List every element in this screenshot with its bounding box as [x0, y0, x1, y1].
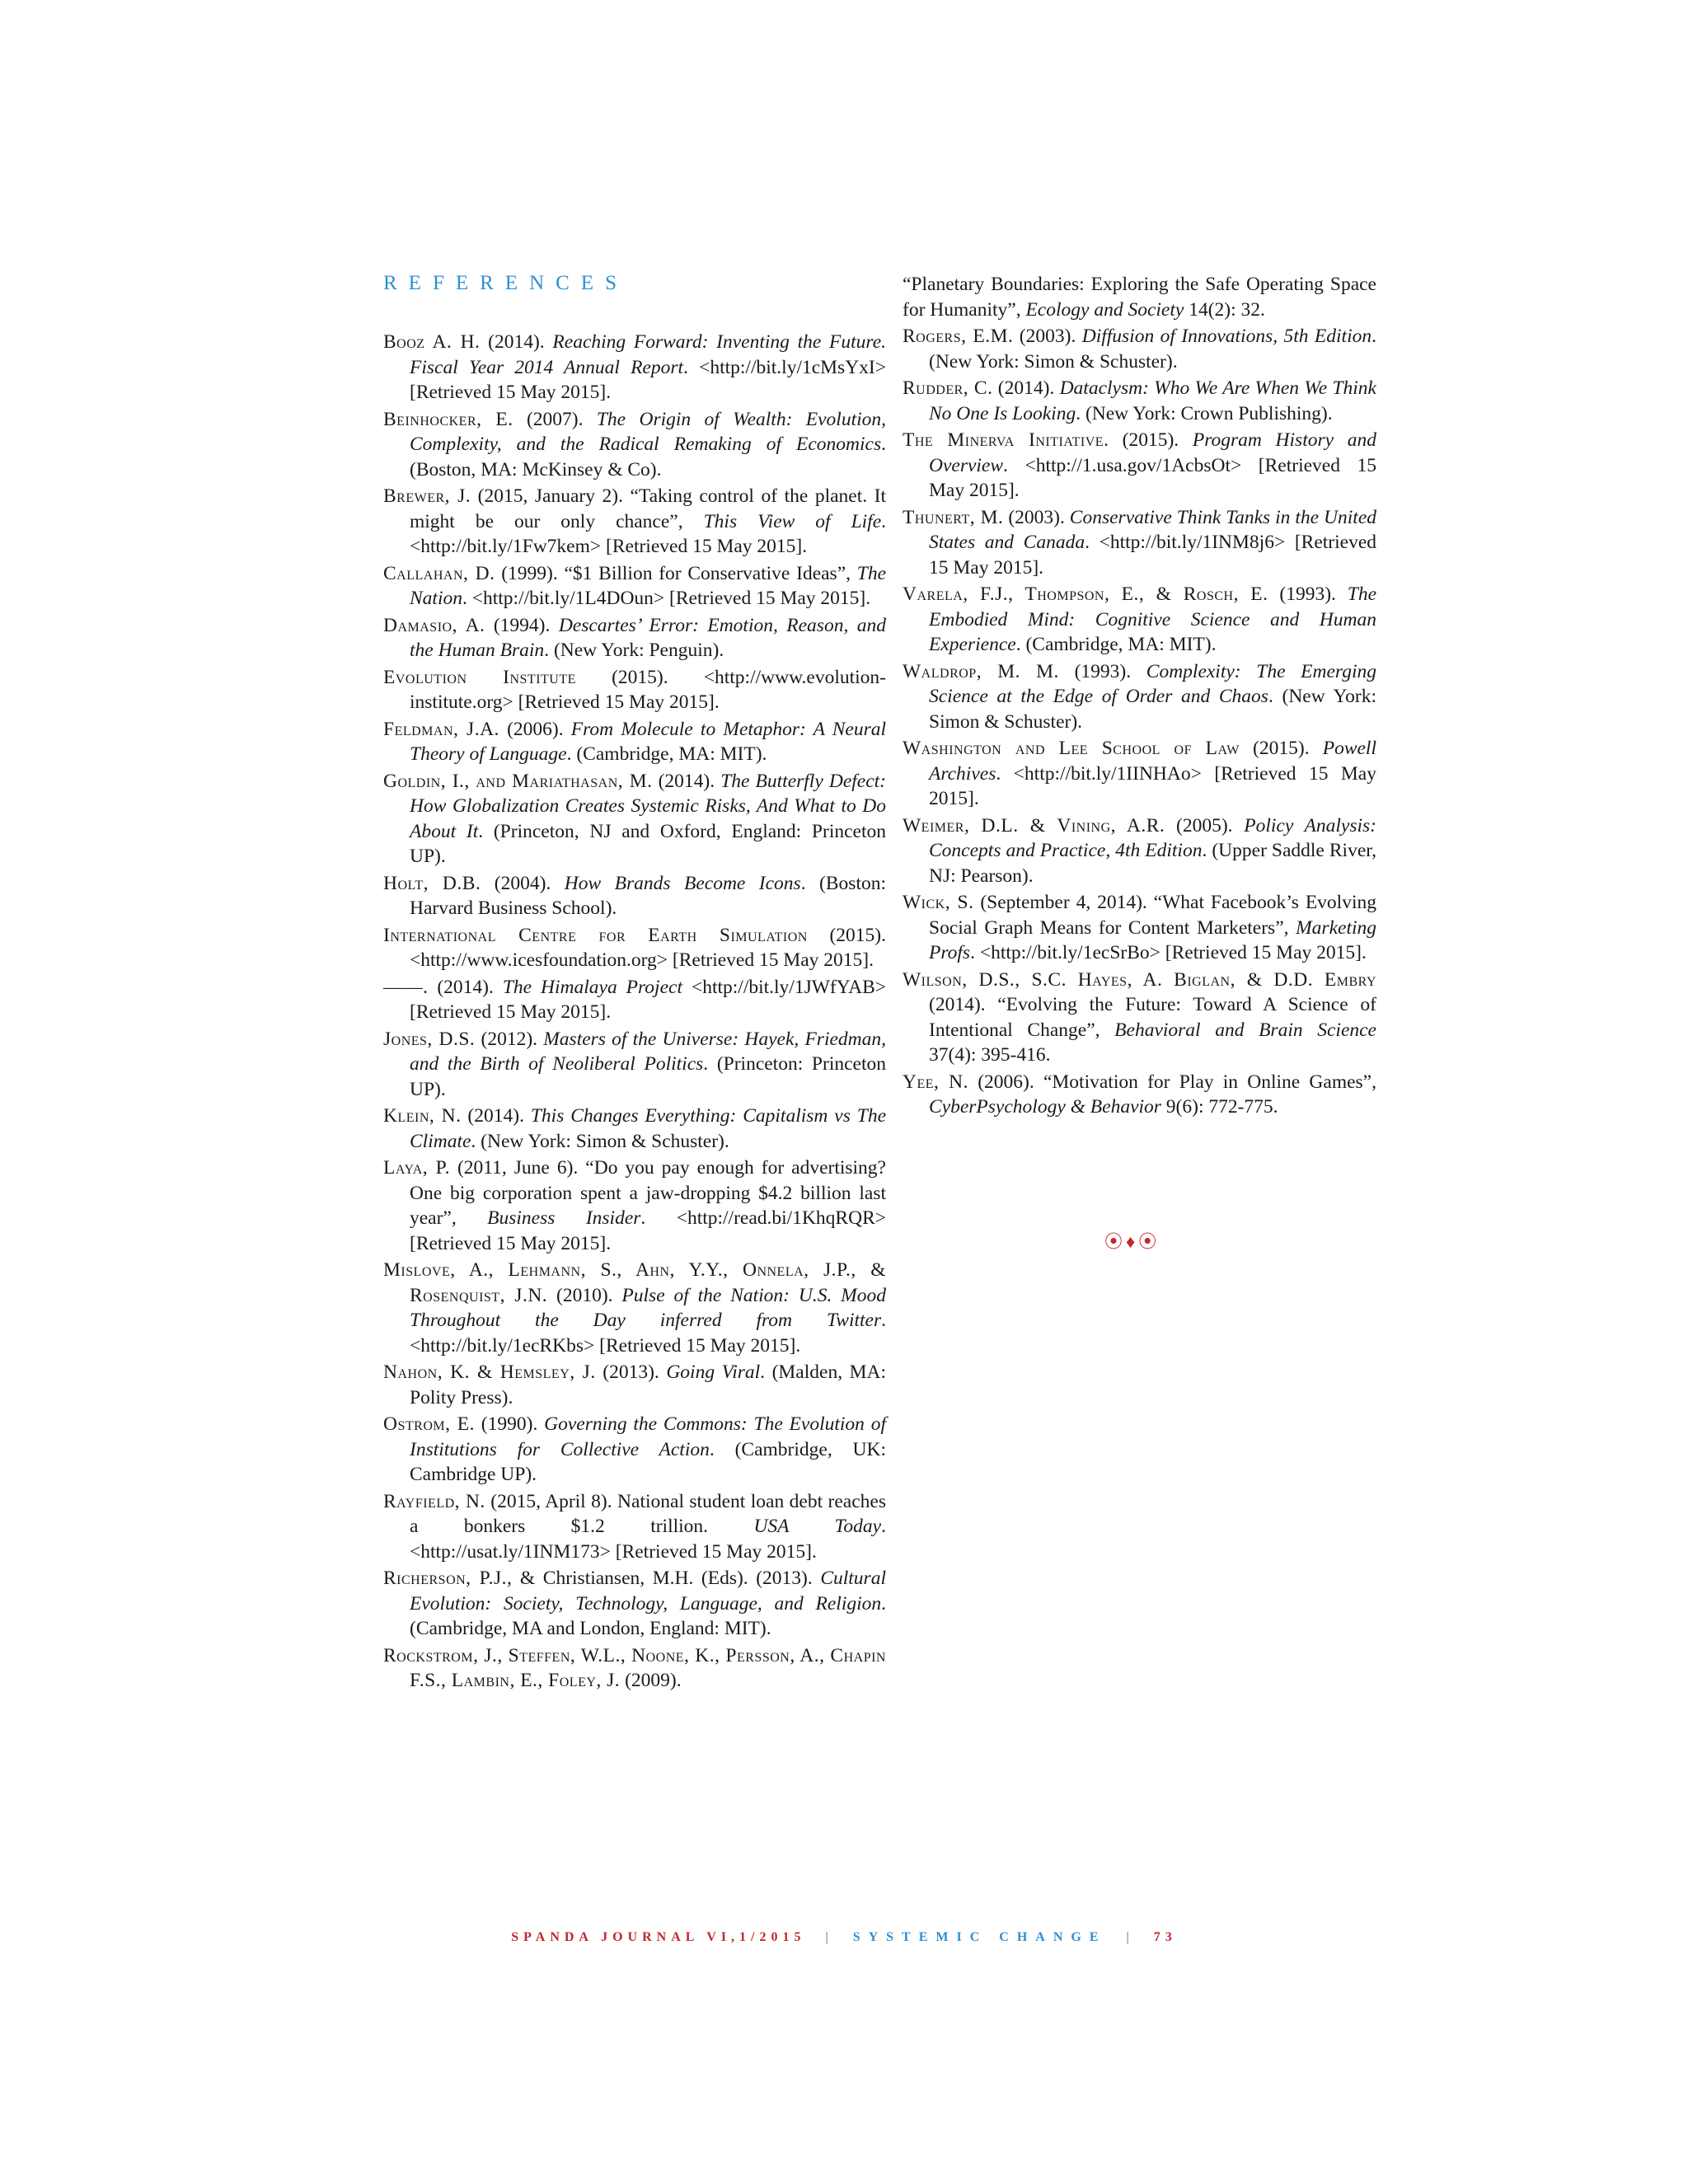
- reference-text: & Christiansen, M.H. (Eds). (2013).: [512, 1568, 821, 1589]
- reference-text: (2010).: [547, 1284, 622, 1306]
- reference-text: (2007).: [513, 408, 597, 430]
- reference-text: (2003).: [1013, 326, 1082, 347]
- reference-entry: [903, 890, 1376, 966]
- reference-entry: [903, 272, 1376, 322]
- reference-entry: [383, 613, 886, 663]
- reference-author: Goldin, I., and Mariathasan, M.: [383, 770, 653, 792]
- reference-author: Weimer, D.L. & Vining, A.R.: [903, 814, 1165, 837]
- reference-text: (1993).: [1058, 660, 1146, 682]
- section-end-ornament: ⦿♦⦿: [1104, 1231, 1160, 1252]
- reference-entry: [903, 505, 1376, 581]
- reference-entry: [383, 1412, 886, 1488]
- references-right-column: [903, 272, 1376, 1122]
- reference-text: . <http://bit.ly/1Fw7kem> [Retrieved 15 May 2015].: [410, 510, 887, 557]
- reference-text: . (Boston: Harvard Business School).: [410, 872, 887, 919]
- reference-author: Evolution Institute: [383, 666, 576, 688]
- reference-author: Thunert, M.: [903, 506, 1004, 528]
- reference-title: The Nation: [410, 562, 886, 609]
- reference-entry: [383, 1258, 886, 1358]
- reference-author: Booz A. H.: [383, 331, 481, 353]
- footer-issue-theme: SYSTEMIC CHANGE: [852, 1930, 1107, 1944]
- reference-title: Program History and Overview: [929, 429, 1376, 476]
- reference-text: (2006).: [499, 718, 571, 740]
- reference-text: . (New York: Simon & Schuster).: [471, 1130, 729, 1152]
- reference-entry: [903, 582, 1376, 658]
- reference-entry: [383, 330, 886, 405]
- reference-text: . <http://1.usa.gov/1AcbsOt> [Retrieved 15 May 2015].: [929, 454, 1376, 501]
- reference-author: Mislove, A., Lehmann, S., Ahn, Y.Y., Onnela, J.P., & Rosenquist, J.N.: [383, 1259, 886, 1306]
- reference-title: Diffusion of Innovations, 5th Edition: [1081, 326, 1372, 347]
- reference-text: (2003).: [1003, 506, 1070, 528]
- reference-entry: [383, 1027, 886, 1103]
- reference-entry: [383, 1104, 886, 1154]
- reference-entry: [383, 871, 886, 921]
- reference-text: . (New York: Simon & Schuster).: [929, 686, 1376, 733]
- reference-entry: [903, 659, 1376, 735]
- reference-author: Callahan, D.: [383, 562, 495, 584]
- reference-author: Ostrom, E.: [383, 1413, 475, 1435]
- reference-author: Richerson, P.J.,: [383, 1568, 513, 1589]
- reference-text: . <http://usat.ly/1INM173> [Retrieved 15 May 2015].: [410, 1516, 886, 1563]
- reference-author: Washington and Lee School of Law: [903, 738, 1240, 759]
- reference-title: Reaching Forward: Inventing the Future. Fiscal Year 2014 Annual Report: [410, 331, 887, 378]
- reference-title: Complexity: The Emerging Science at the Edge of Order and Chaos: [929, 660, 1376, 707]
- reference-text: . <http://bit.ly/1cMsYxI> [Retrieved 15 May 2015].: [410, 356, 886, 403]
- reference-entry: [903, 1070, 1376, 1120]
- reference-title: Cultural Evolution: Society, Technology, Language, and Religion: [410, 1568, 886, 1615]
- reference-text: (2013).: [595, 1361, 667, 1383]
- reference-author: Varela, F.J., Thompson, E., & Rosch, E.: [903, 583, 1268, 605]
- page-footer: [0, 1930, 1688, 1945]
- reference-title: This Changes Everything: Capitalism vs The Climate: [410, 1105, 887, 1152]
- reference-author: Beinhocker, E.: [383, 408, 513, 430]
- reference-text: (2014). “Evolving the Future: Toward A Science of Intentional Change”,: [929, 994, 1376, 1041]
- reference-text: (2015, January 2). “Taking control of the planet. It might be our only chance”,: [410, 485, 887, 532]
- reference-title: Business Insider: [487, 1207, 641, 1229]
- reference-text: “Planetary Boundaries: Exploring the Safe Operating Space for Humanity”,: [903, 274, 1376, 321]
- reference-author: Damasio, A.: [383, 614, 485, 636]
- reference-text: (2014).: [428, 976, 503, 998]
- reference-author: International Centre for Earth Simulation: [383, 924, 808, 946]
- reference-author: Rayfield, N.: [383, 1490, 485, 1512]
- reference-text: . (Cambridge, MA: MIT).: [566, 743, 767, 765]
- footer-separator: |: [1126, 1930, 1134, 1944]
- reference-text: (2006). “Motivation for Play in Online Games”,: [968, 1071, 1376, 1093]
- reference-text: . (2015).: [1104, 429, 1193, 451]
- reference-title: USA Today: [753, 1516, 882, 1537]
- reference-author: The Minerva Initiative: [903, 429, 1104, 451]
- reference-text: (2015). <http://www.evolution-institute.org> [Retrieved 15 May 2015].: [410, 666, 887, 713]
- reference-text: . (New York: Crown Publishing).: [1076, 402, 1333, 424]
- reference-text: . <http://bit.ly/1INM8j6> [Retrieved 15 May 2015].: [929, 532, 1376, 579]
- reference-entry: [383, 717, 886, 767]
- reference-entry: [903, 968, 1376, 1068]
- reference-title: CyberPsychology & Behavior: [929, 1096, 1161, 1118]
- reference-title: This View of Life: [703, 510, 882, 532]
- reference-author: Holt, D.B.: [383, 872, 481, 894]
- reference-title: Governing the Commons: The Evolution of Institutions for Collective Action: [410, 1413, 886, 1460]
- reference-title: The Embodied Mind: Cognitive Science and Human Experience: [929, 583, 1376, 655]
- reference-text: . (New York: Penguin).: [544, 640, 724, 661]
- reference-title: Ecology and Society: [1025, 298, 1184, 321]
- reference-title: Conservative Think Tanks in the United States and Canada: [929, 506, 1376, 553]
- footer-journal-title: SPANDA JOURNAL VI,1/2015: [511, 1930, 806, 1944]
- reference-text: . (Cambridge, MA and London, England: MIT).: [410, 1592, 886, 1639]
- reference-text: (2014).: [992, 377, 1060, 399]
- reference-text: . (Princeton: Princeton UP).: [410, 1053, 886, 1100]
- reference-entry: [383, 1360, 886, 1410]
- reference-title: Marketing Profs: [929, 916, 1376, 963]
- reference-text: . (Malden, MA: Polity Press).: [410, 1361, 886, 1408]
- reference-text: (2011, June 6). “Do you pay enough for advertising? One big corporation spent a jaw-dropping $4.2 billion last year”,: [410, 1157, 886, 1229]
- reference-title: Policy Analysis: Concepts and Practice, 4th Edition: [929, 814, 1376, 861]
- reference-text: (2015).: [1239, 738, 1323, 759]
- reference-text: (2005).: [1165, 814, 1245, 837]
- reference-entry: [383, 665, 886, 715]
- reference-text: (1994).: [485, 614, 559, 636]
- reference-title: Behavioral and Brain Science: [1114, 1019, 1376, 1041]
- reference-text: 14(2): 32.: [1184, 298, 1265, 321]
- reference-entry: [903, 428, 1376, 504]
- reference-text: . <http://bit.ly/1ecSrBo> [Retrieved 15 May 2015].: [970, 942, 1367, 963]
- reference-text: (1990).: [475, 1413, 545, 1435]
- reference-title: Descartes’ Error: Emotion, Reason, and the Human Brain: [410, 614, 886, 661]
- reference-text: (2015, April 8). National student loan debt reaches a bonkers $1.2 trillion.: [410, 1490, 886, 1537]
- references-heading: REFERENCES: [383, 272, 628, 294]
- reference-author: Waldrop, M. M.: [903, 660, 1059, 682]
- reference-entry: [383, 407, 886, 483]
- reference-entry: [383, 561, 886, 612]
- reference-text: (September 4, 2014). “What Facebook’s Evolving Social Graph Means for Content Marketers”,: [929, 892, 1376, 939]
- footer-separator: |: [825, 1930, 833, 1944]
- reference-text: 37(4): 395-416.: [929, 1044, 1051, 1066]
- reference-title: How Brands Become Icons: [564, 872, 801, 894]
- reference-author: Brewer, J.: [383, 485, 471, 507]
- reference-text: (2015). <http://www.icesfoundation.org> [Retrieved 15 May 2015].: [410, 924, 887, 971]
- reference-text: 9(6): 772-775.: [1160, 1096, 1278, 1118]
- reference-author: Wilson, D.S., S.C. Hayes, A. Biglan, & D.D. Embry: [903, 968, 1376, 991]
- reference-author: Rudder, C.: [903, 377, 993, 399]
- reference-author: Klein, N.: [383, 1105, 462, 1127]
- reference-author: Rogers, E.M.: [903, 326, 1014, 347]
- reference-entry: [383, 769, 886, 869]
- reference-title: Going Viral: [666, 1361, 761, 1383]
- footer-page-number: 73: [1153, 1930, 1177, 1944]
- reference-title: Masters of the Universe: Hayek, Friedman, and the Birth of Neoliberal Politics: [410, 1028, 887, 1075]
- reference-entry: [383, 975, 886, 1025]
- reference-text: . (Boston, MA: McKinsey & Co).: [410, 434, 886, 480]
- reference-author: Rockstrom, J., Steffen, W.L., Noone, K., Persson, A., Chapin F.S., Lambin, E., Foley, J.: [383, 1644, 886, 1691]
- reference-author: Laya, P.: [383, 1157, 450, 1179]
- reference-text: (2012).: [475, 1028, 544, 1050]
- reference-title: Dataclysm: Who We Are When We Think No One Is Looking: [929, 377, 1376, 424]
- reference-text: . (New York: Simon & Schuster).: [929, 326, 1376, 373]
- reference-title: The Origin of Wealth: Evolution, Complexity, and the Radical Remaking of Economics: [410, 408, 887, 455]
- reference-text: <http://bit.ly/1JWfYAB> [Retrieved 15 May 2015].: [410, 976, 886, 1023]
- reference-entry: [903, 813, 1376, 889]
- reference-author: Feldman, J.A.: [383, 718, 499, 740]
- reference-text: . (Cambridge, MA: MIT).: [1015, 634, 1217, 655]
- reference-text: . <http://bit.ly/1IINHAo> [Retrieved 15 May 2015].: [929, 762, 1376, 809]
- reference-text: . <http://bit.ly/1ecRKbs> [Retrieved 15 May 2015].: [410, 1310, 886, 1357]
- reference-entry: [383, 923, 886, 973]
- reference-title: Powell Archives: [929, 738, 1376, 785]
- reference-text: . (Princeton, NJ and Oxford, England: Princeton UP).: [410, 820, 886, 867]
- reference-text: (2004).: [481, 872, 565, 894]
- reference-author: Nahon, K. & Hemsley, J.: [383, 1361, 596, 1383]
- reference-entry: [383, 1566, 886, 1642]
- reference-entry: [903, 736, 1376, 812]
- reference-title: From Molecule to Metaphor: A Neural Theory of Language: [410, 718, 886, 765]
- reference-text: (1999). “$1 Billion for Conservative Ideas”,: [495, 562, 857, 584]
- references-left-column: [383, 330, 886, 1695]
- reference-entry: [383, 1489, 886, 1565]
- reference-entry: [383, 484, 886, 560]
- reference-author: Yee, N.: [903, 1071, 968, 1093]
- reference-text: (1993).: [1268, 583, 1348, 605]
- reference-entry: [383, 1155, 886, 1256]
- reference-entry: [903, 324, 1376, 374]
- reference-text: (2014).: [480, 331, 553, 353]
- reference-author: Jones, D.S.: [383, 1028, 476, 1050]
- reference-text: (2014).: [652, 770, 721, 792]
- reference-text: . (Upper Saddle River, NJ: Pearson).: [929, 840, 1377, 887]
- reference-title: Pulse of the Nation: U.S. Mood Throughout the Day inferred from Twitter: [410, 1284, 887, 1331]
- reference-text: . <http://bit.ly/1L4DOun> [Retrieved 15 May 2015].: [462, 588, 871, 609]
- reference-entry: [383, 1643, 886, 1694]
- reference-title: The Butterfly Defect: How Globalization Creates Systemic Risks, And What to Do About It: [410, 770, 887, 842]
- reference-author: Wick, S.: [903, 892, 974, 913]
- reference-text: . (Cambridge, UK: Cambridge UP).: [410, 1438, 887, 1485]
- reference-text: (2009).: [620, 1670, 682, 1691]
- reference-text: . <http://read.bi/1KhqRQR> [Retrieved 15 May 2015].: [410, 1207, 887, 1254]
- reference-text: (2014).: [461, 1105, 531, 1127]
- reference-title: The Himalaya Project: [502, 976, 682, 998]
- reference-author: ——.: [383, 976, 429, 998]
- reference-entry: [903, 376, 1376, 426]
